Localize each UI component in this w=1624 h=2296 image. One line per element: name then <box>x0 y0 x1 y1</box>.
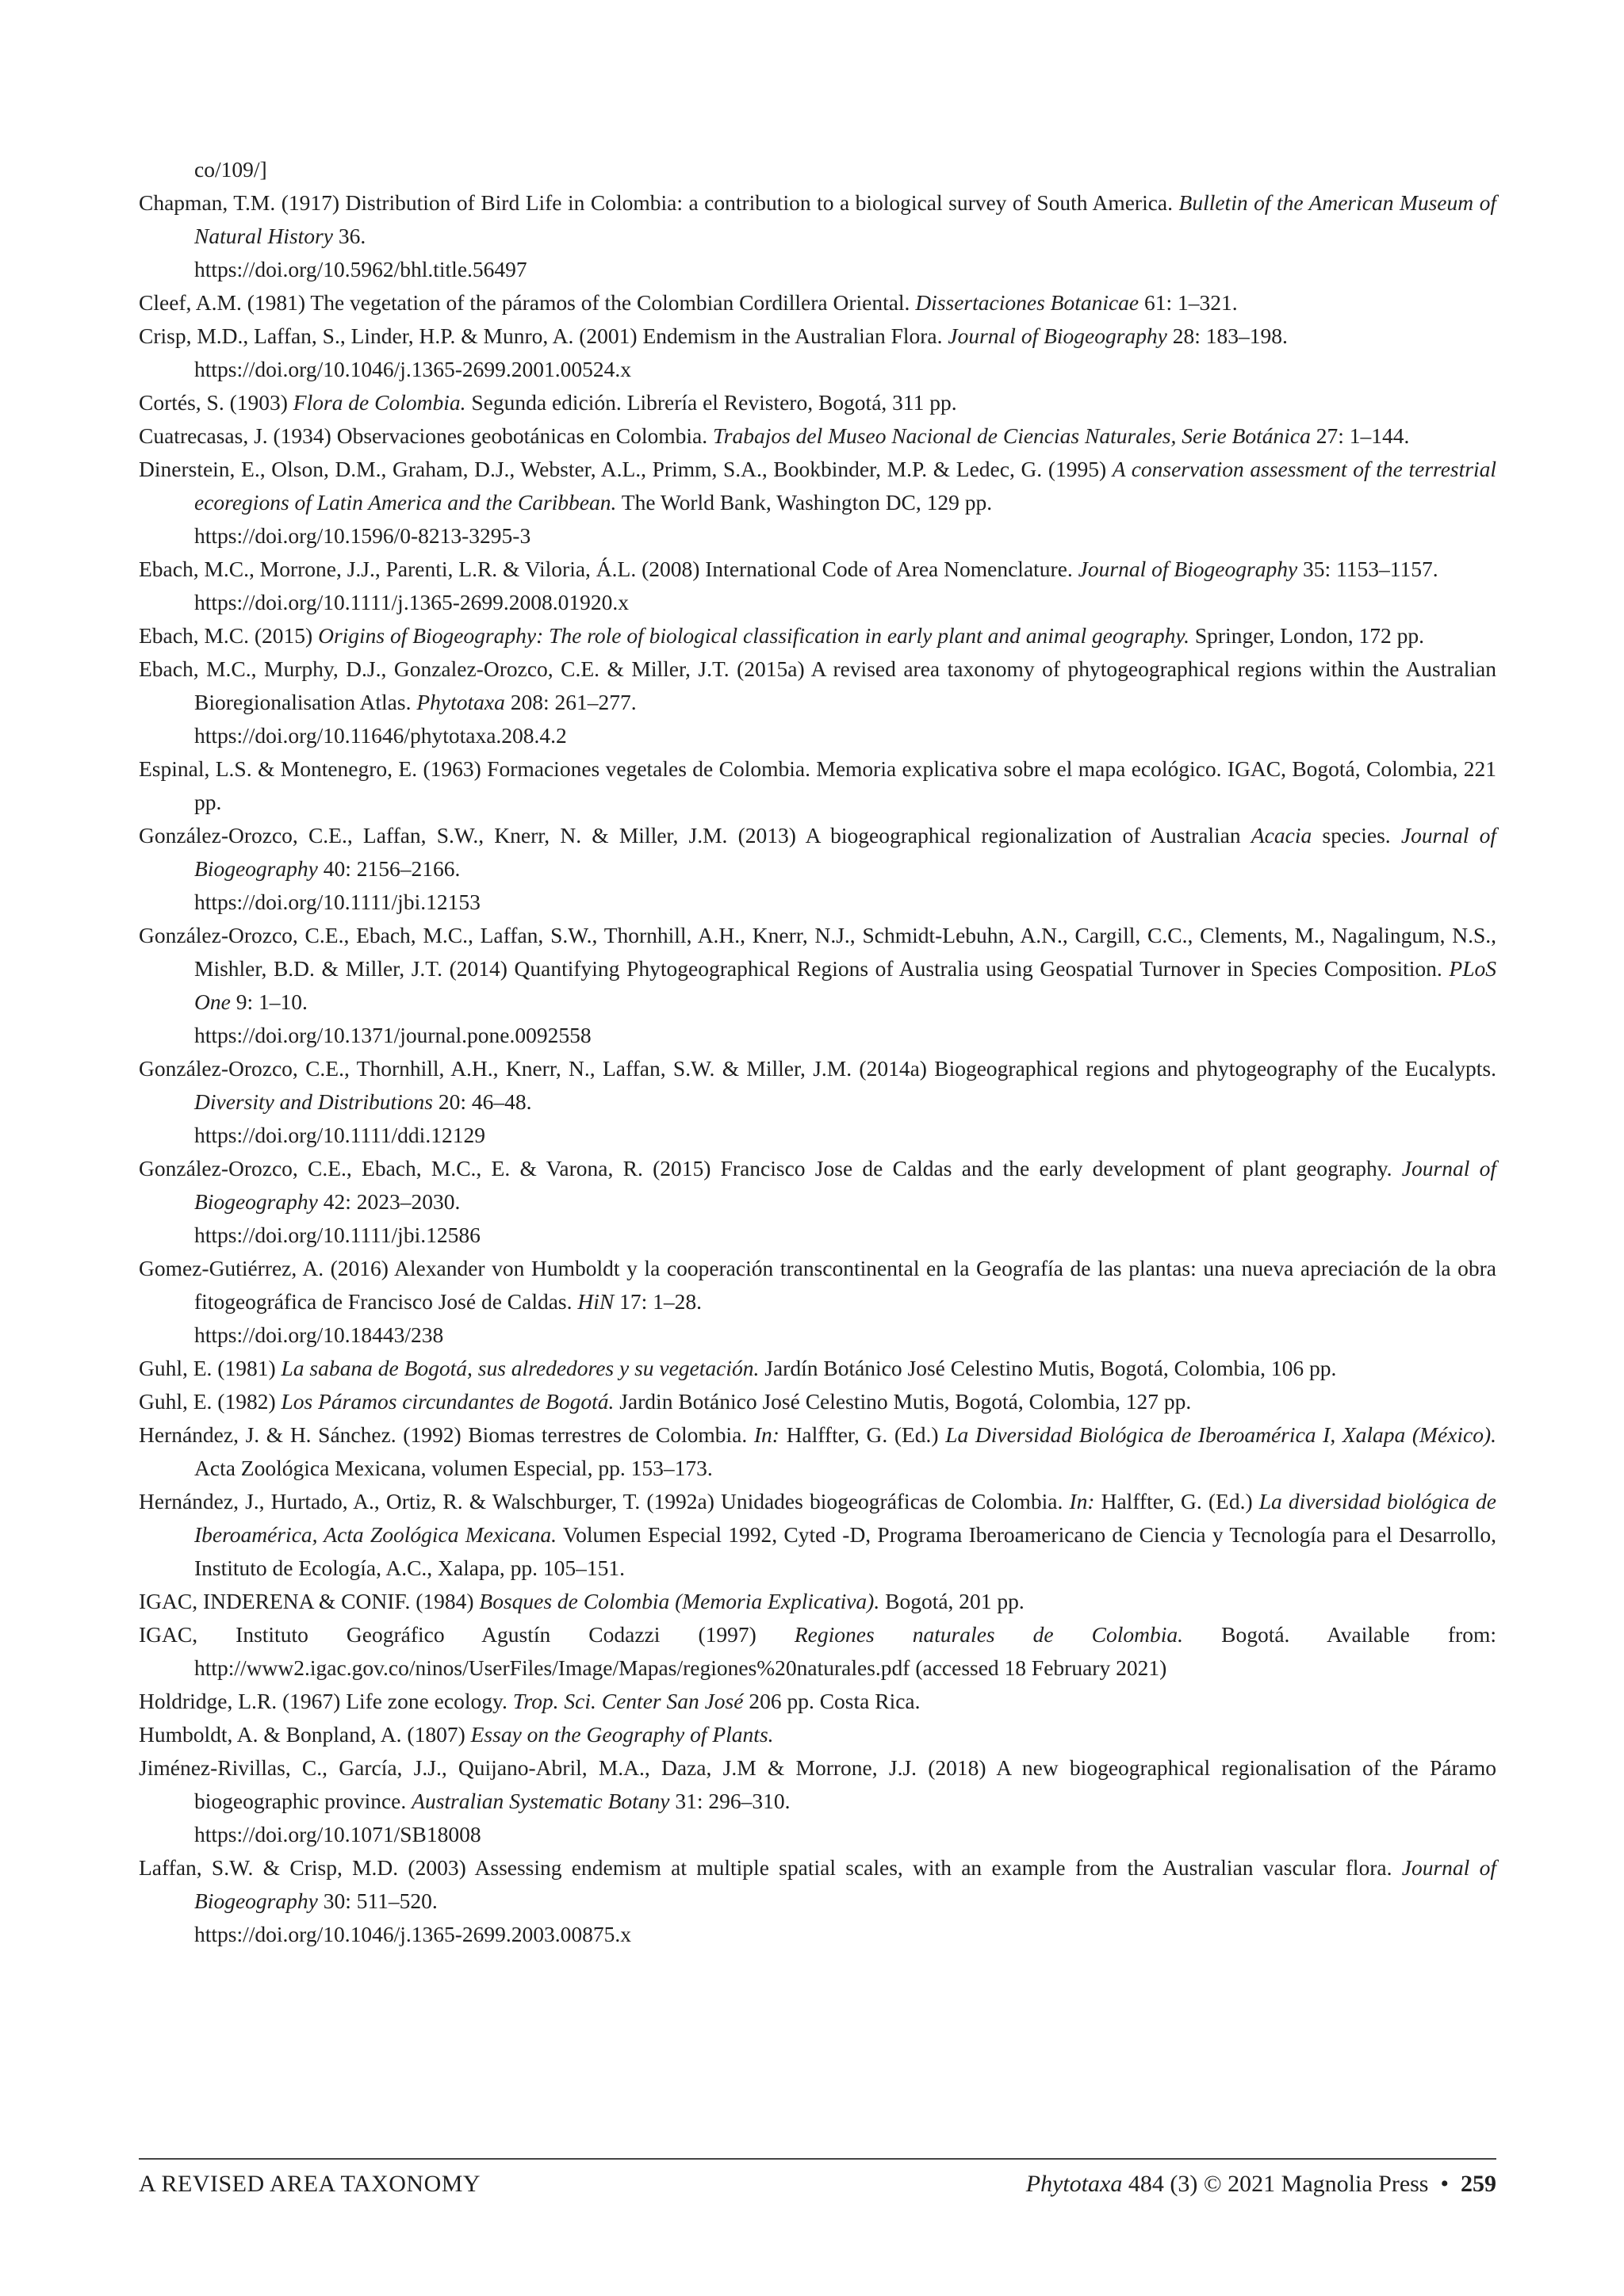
reference-text-segment: González-Orozco, C.E., Thornhill, A.H., Knerr, N., Laffan, S.W. & Miller, J.M. (2014a) Biogeographical regions and phytogeography of the Eucalypts. <box>139 1056 1496 1081</box>
reference-italic-segment: La diversidad biológica de Iberoamérica, Acta Zoológica Mexicana. <box>194 1489 1496 1547</box>
reference-entry <box>139 752 1496 819</box>
reference-text-segment: 27: 1–144. <box>1310 423 1410 448</box>
reference-text-segment: 17: 1–28. <box>614 1289 702 1314</box>
reference-italic-segment: Journal of Biogeography <box>194 823 1496 881</box>
reference-italic-segment: Diversity and Distributions <box>194 1089 433 1114</box>
reference-text-segment: species. <box>1312 823 1401 848</box>
reference-text-segment: Holdridge, L.R. (1967) Life zone ecology. <box>139 1689 513 1713</box>
reference-text-segment: Dinerstein, E., Olson, D.M., Graham, D.J., Webster, A.L., Primm, S.A., Bookbinder, M.P. & Ledec, G. (1995) <box>139 457 1113 481</box>
reference-text-segment: Cuatrecasas, J. (1934) Observaciones geobotánicas en Colombia. <box>139 423 713 448</box>
reference-text-segment: Jiménez-Rivillas, C., García, J.J., Quijano-Abril, M.A., Daza, J.M & Morrone, J.J. (2018) A new biogeographical regionalisation of the Páramo biogeographic province. <box>139 1755 1496 1813</box>
reference-italic-segment: Journal of Biogeography <box>1078 557 1298 581</box>
reference-entry <box>139 619 1496 652</box>
reference-italic-segment: Australian Systematic Botany <box>412 1789 670 1813</box>
reference-entry <box>139 1751 1496 1851</box>
reference-italic-segment: A conservation assessment of the terrestrial ecoregions of Latin America and the Caribbean. <box>194 457 1496 515</box>
doi-link[interactable]: https://doi.org/10.5962/bhl.title.56497 <box>194 257 527 281</box>
reference-entry <box>139 1485 1496 1585</box>
reference-text-segment: 36. <box>332 224 366 248</box>
reference-entry <box>139 419 1496 453</box>
reference-text-segment: Jardín Botánico José Celestino Mutis, Bogotá, Colombia, 106 pp. <box>759 1356 1337 1380</box>
reference-text-segment: 28: 183–198. <box>1166 323 1288 348</box>
reference-text-segment: 31: 296–310. <box>669 1789 791 1813</box>
reference-italic-segment: Journal of Biogeography <box>194 1156 1496 1214</box>
reference-text-segment: Jardin Botánico José Celestino Mutis, Bogotá, Colombia, 127 pp. <box>614 1389 1192 1414</box>
reference-text-segment: Guhl, E. (1982) <box>139 1389 282 1414</box>
doi-link[interactable]: https://doi.org/10.1046/j.1365-2699.2003.00875.x <box>194 1922 632 1946</box>
reference-text-segment: 42: 2023–2030. <box>317 1189 461 1214</box>
reference-text-segment: 40: 2156–2166. <box>317 856 461 881</box>
reference-entry <box>139 919 1496 1052</box>
reference-text-segment: Humboldt, A. & Bonpland, A. (1807) <box>139 1722 471 1747</box>
reference-italic-segment: HiN <box>577 1289 615 1314</box>
reference-text-segment: Segunda edición. Librería el Revistero, Bogotá, 311 pp. <box>465 390 957 415</box>
reference-italic-segment: PLoS One <box>194 956 1496 1014</box>
reference-italic-segment: Regiones naturales de Colombia. <box>794 1622 1184 1647</box>
reference-italic-segment: Phytotaxa <box>416 690 505 714</box>
doi-link[interactable]: https://doi.org/10.1111/jbi.12153 <box>194 890 481 914</box>
reference-text-segment: Acta Zoológica Mexicana, volumen Especial, pp. 153–173. <box>194 1456 713 1480</box>
reference-italic-segment: Origins of Biogeography: The role of biological classification in early plant and animal geography. <box>318 623 1189 648</box>
doi-link[interactable]: https://doi.org/10.18443/238 <box>194 1322 444 1347</box>
reference-text-segment: Bogotá, 201 pp. <box>879 1589 1025 1613</box>
reference-text-segment: 208: 261–277. <box>504 690 637 714</box>
reference-text-segment: The World Bank, Washington DC, 129 pp. <box>616 490 993 515</box>
reference-text-segment: Cortés, S. (1903) <box>139 390 293 415</box>
reference-text-segment: Laffan, S.W. & Crisp, M.D. (2003) Assessing endemism at multiple spatial scales, with an example from the Australian vascular flora. <box>139 1855 1402 1880</box>
reference-text-segment: Volumen Especial 1992, Cyted -D, Programa Iberoamericano de Ciencia y Tecnología para el Desarrollo, Instituto de Ecología, A.C., Xalapa, pp. 105–151. <box>194 1522 1496 1580</box>
reference-entry <box>139 153 1496 186</box>
reference-text-segment: González-Orozco, C.E., Ebach, M.C., Laffan, S.W., Thornhill, A.H., Knerr, N.J., Schmidt-Lebuhn, A.N., Cargill, C.C., Clements, M., Nagalingum, N.S., Mishler, B.D. & Miller, J.T. (2014) Quantifying Phytogeographical Regions of Australia using Geospatial Turnover in Species Composition. <box>139 923 1496 981</box>
reference-text-segment: Halffter, G. (Ed.) <box>779 1422 946 1447</box>
reference-italic-segment: Dissertaciones Botanicae <box>915 290 1139 315</box>
reference-text-segment: 35: 1153–1157. <box>1297 557 1438 581</box>
reference-text-segment: IGAC, Instituto Geográfico Agustín Codazzi (1997) <box>139 1622 795 1647</box>
reference-entry <box>139 1385 1496 1418</box>
reference-italic-segment: Acacia <box>1251 823 1312 848</box>
reference-italic-segment: Journal of Biogeography <box>948 323 1167 348</box>
reference-italic-segment: In: <box>753 1422 779 1447</box>
doi-link[interactable]: https://doi.org/10.1046/j.1365-2699.2001.00524.x <box>194 357 632 381</box>
reference-entry <box>139 1718 1496 1751</box>
doi-link[interactable]: https://doi.org/10.1071/SB18008 <box>194 1822 481 1846</box>
reference-entry <box>139 186 1496 286</box>
reference-text-segment: Ebach, M.C. (2015) <box>139 623 319 648</box>
doi-link[interactable]: https://doi.org/10.1111/jbi.12586 <box>194 1223 481 1247</box>
running-title: A REVISED AREA TAXONOMY <box>139 2171 481 2197</box>
reference-italic-segment: La Diversidad Biológica de Iberoamérica I, Xalapa (México). <box>945 1422 1496 1447</box>
reference-text-segment: Halffter, G. (Ed.) <box>1094 1489 1259 1513</box>
doi-link[interactable]: https://doi.org/10.1596/0-8213-3295-3 <box>194 523 531 548</box>
doi-link[interactable]: https://doi.org/10.1111/ddi.12129 <box>194 1123 485 1147</box>
doi-link[interactable]: https://doi.org/10.1371/journal.pone.0092558 <box>194 1023 592 1047</box>
reference-text-segment: 61: 1–321. <box>1139 290 1238 315</box>
journal-citation <box>1026 2171 1496 2198</box>
journal-name: Phytotaxa <box>1025 2171 1123 2197</box>
reference-text-segment: Crisp, M.D., Laffan, S., Linder, H.P. & Munro, A. (2001) Endemism in the Australian Flora. <box>139 323 948 348</box>
reference-text-segment: 20: 46–48. <box>432 1089 532 1114</box>
reference-italic-segment: Journal of Biogeography <box>194 1855 1496 1913</box>
reference-text-segment: co/109/] <box>194 157 267 182</box>
reference-text-segment: Gomez-Gutiérrez, A. (2016) Alexander von Humboldt y la cooperación transcontinental en la Geografía de las plantas: una nueva apreciación de la obra fitogeográfica de Francisco José de Caldas. <box>139 1256 1496 1314</box>
reference-entry <box>139 553 1496 619</box>
reference-entry <box>139 652 1496 752</box>
reference-text-segment: Ebach, M.C., Morrone, J.J., Parenti, L.R. & Viloria, Á.L. (2008) International Code of Area Nomenclature. <box>139 557 1078 581</box>
reference-text-segment: Springer, London, 172 pp. <box>1189 623 1425 648</box>
reference-italic-segment: Trabajos del Museo Nacional de Ciencias Naturales, Serie Botánica <box>712 423 1311 448</box>
reference-italic-segment: Flora de Colombia. <box>293 390 466 415</box>
reference-text-segment: Bogotá. Available from: http://www2.igac.gov.co/ninos/UserFiles/Image/Mapas/regiones%20naturales.pdf (accessed 18 February 2021) <box>194 1622 1496 1680</box>
reference-entry <box>139 1252 1496 1352</box>
page-footer <box>139 2158 1496 2204</box>
reference-italic-segment: Los Páramos circundantes de Bogotá. <box>281 1389 615 1414</box>
reference-italic-segment: La sabana de Bogotá, sus alrededores y su vegetación. <box>281 1356 760 1380</box>
reference-text-segment: 9: 1–10. <box>230 989 308 1014</box>
reference-entry <box>139 1685 1496 1718</box>
reference-italic-segment: Trop. Sci. Center San José <box>512 1689 744 1713</box>
volume-copyright: 484 (3) © 2021 Magnolia Press <box>1122 2171 1429 2197</box>
reference-italic-segment: Essay on the Geography of Plants. <box>470 1722 774 1747</box>
doi-link[interactable]: https://doi.org/10.11646/phytotaxa.208.4.2 <box>194 723 567 748</box>
reference-entry <box>139 1851 1496 1951</box>
reference-text-segment: 206 pp. Costa Rica. <box>743 1689 921 1713</box>
reference-text-segment: Chapman, T.M. (1917) Distribution of Bird Life in Colombia: a contribution to a biological survey of South America. <box>139 190 1179 215</box>
reference-entry <box>139 320 1496 386</box>
reference-entry <box>139 1418 1496 1485</box>
reference-entry <box>139 819 1496 919</box>
reference-entry <box>139 1052 1496 1152</box>
reference-text-segment: Guhl, E. (1981) <box>139 1356 282 1380</box>
doi-link[interactable]: https://doi.org/10.1111/j.1365-2699.2008.01920.x <box>194 590 629 614</box>
reference-entry <box>139 1618 1496 1685</box>
reference-text-segment: Hernández, J., Hurtado, A., Ortiz, R. & Walschburger, T. (1992a) Unidades biogeográficas de Colombia. <box>139 1489 1070 1513</box>
reference-entry <box>139 386 1496 419</box>
reference-text-segment: Ebach, M.C., Murphy, D.J., Gonzalez-Orozco, C.E. & Miller, J.T. (2015a) A revised area taxonomy of phytogeographical regions within the Australian Bioregionalisation Atlas. <box>139 656 1496 714</box>
reference-italic-segment: Bulletin of the American Museum of Natural History <box>194 190 1496 248</box>
reference-entry <box>139 286 1496 320</box>
reference-entry <box>139 1585 1496 1618</box>
reference-text-segment: IGAC, INDERENA & CONIF. (1984) <box>139 1589 480 1613</box>
reference-list <box>139 153 1496 1951</box>
reference-entry <box>139 1152 1496 1252</box>
reference-text-segment: González-Orozco, C.E., Laffan, S.W., Knerr, N. & Miller, J.M. (2013) A biogeographical regionalization of Australian <box>139 823 1251 848</box>
reference-text-segment: Hernández, J. & H. Sánchez. (1992) Biomas terrestres de Colombia. <box>139 1422 754 1447</box>
reference-text-segment: Cleef, A.M. (1981) The vegetation of the páramos of the Colombian Cordillera Oriental. <box>139 290 916 315</box>
reference-entry <box>139 453 1496 553</box>
reference-italic-segment: Bosques de Colombia (Memoria Explicativa). <box>479 1589 880 1613</box>
reference-italic-segment: In: <box>1069 1489 1095 1513</box>
page-number: 259 <box>1461 2171 1496 2197</box>
reference-text-segment: Espinal, L.S. & Montenegro, E. (1963) Formaciones vegetales de Colombia. Memoria explicativa sobre el mapa ecológico. IGAC, Bogotá, Colombia, 221 pp. <box>139 756 1496 814</box>
reference-text-segment: González-Orozco, C.E., Ebach, M.C., E. & Varona, R. (2015) Francisco Jose de Caldas and the early development of plant geography. <box>139 1156 1402 1181</box>
reference-entry <box>139 1352 1496 1385</box>
reference-text-segment: 30: 511–520. <box>317 1888 438 1913</box>
bullet-separator: • <box>1440 2171 1449 2197</box>
